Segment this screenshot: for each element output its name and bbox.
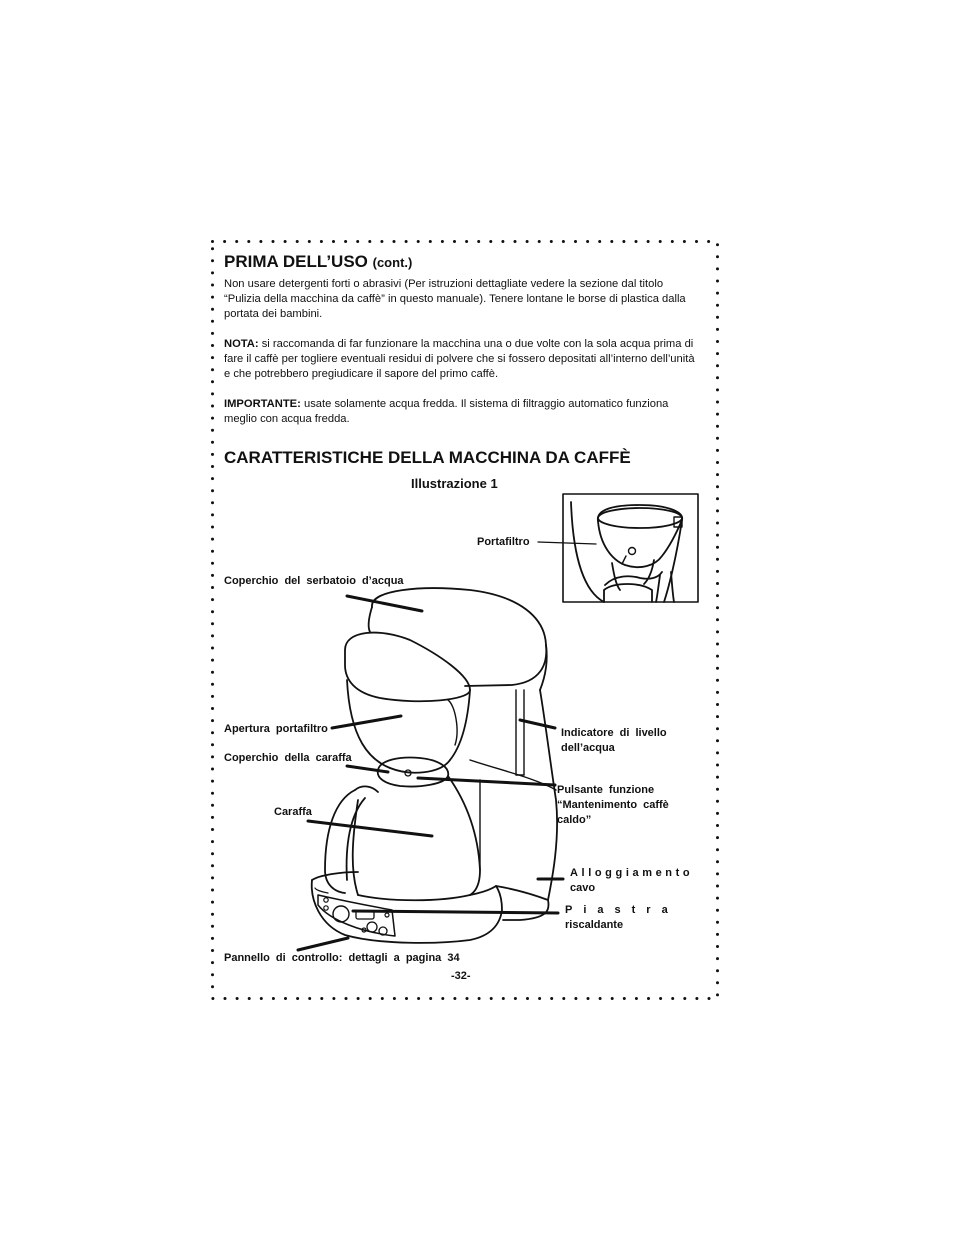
label-keep-warm-button: Pulsante funzione “Mantenimento caffè caldo” bbox=[557, 784, 669, 826]
label-filter-holder: Portafiltro bbox=[477, 536, 530, 548]
label-warming-plate: Piastra riscaldante bbox=[565, 904, 679, 931]
label-reservoir-lid: Coperchio del serbatoio d’acqua bbox=[224, 575, 404, 587]
section-title-features: CARATTERISTICHE DELLA MACCHINA DA CAFFÈ bbox=[224, 448, 631, 467]
note-text: si raccomanda di far funzionare la macchina una o due volte con la sola acqua prima di fare il caffè per togliere eventuali residui di polvere che si fossero depositati all’interno dell’unità e che potrebbero pregiudicare il sapore del primo caffè. bbox=[224, 338, 695, 381]
label-carafe-lid: Coperchio della caraffa bbox=[224, 752, 352, 764]
label-carafe: Caraffa bbox=[274, 806, 312, 818]
label-cord-storage: Alloggiamento cavo bbox=[570, 867, 694, 894]
illustration-caption: Illustrazione 1 bbox=[411, 476, 498, 491]
important-text: usate solamente acqua fredda. Il sistema di filtraggio automatico funziona meglio con acqua fredda. bbox=[224, 398, 669, 426]
label-water-level: Indicatore di livello dell’acqua bbox=[561, 727, 667, 754]
label-control-panel: Pannello di controllo: dettagli a pagina 34 bbox=[224, 952, 460, 964]
intro-paragraph: Non usare detergenti forti o abrasivi (Per istruzioni dettagliate vedere la sezione dal titolo “Pulizia della macchina da caffè” in questo manuale). Tenere lontane le borse di plastica dalla portata dei bambini. bbox=[224, 278, 686, 321]
leader-lines bbox=[298, 542, 596, 950]
page-number: -32- bbox=[451, 970, 471, 982]
important-label: IMPORTANTE: bbox=[224, 398, 301, 410]
filter-holder-drawing bbox=[571, 502, 682, 602]
label-filter-opening: Apertura portafiltro bbox=[224, 723, 328, 735]
section-title-before-use: PRIMA DELL’USO (cont.) bbox=[224, 252, 413, 271]
note-label: NOTA: bbox=[224, 338, 259, 350]
